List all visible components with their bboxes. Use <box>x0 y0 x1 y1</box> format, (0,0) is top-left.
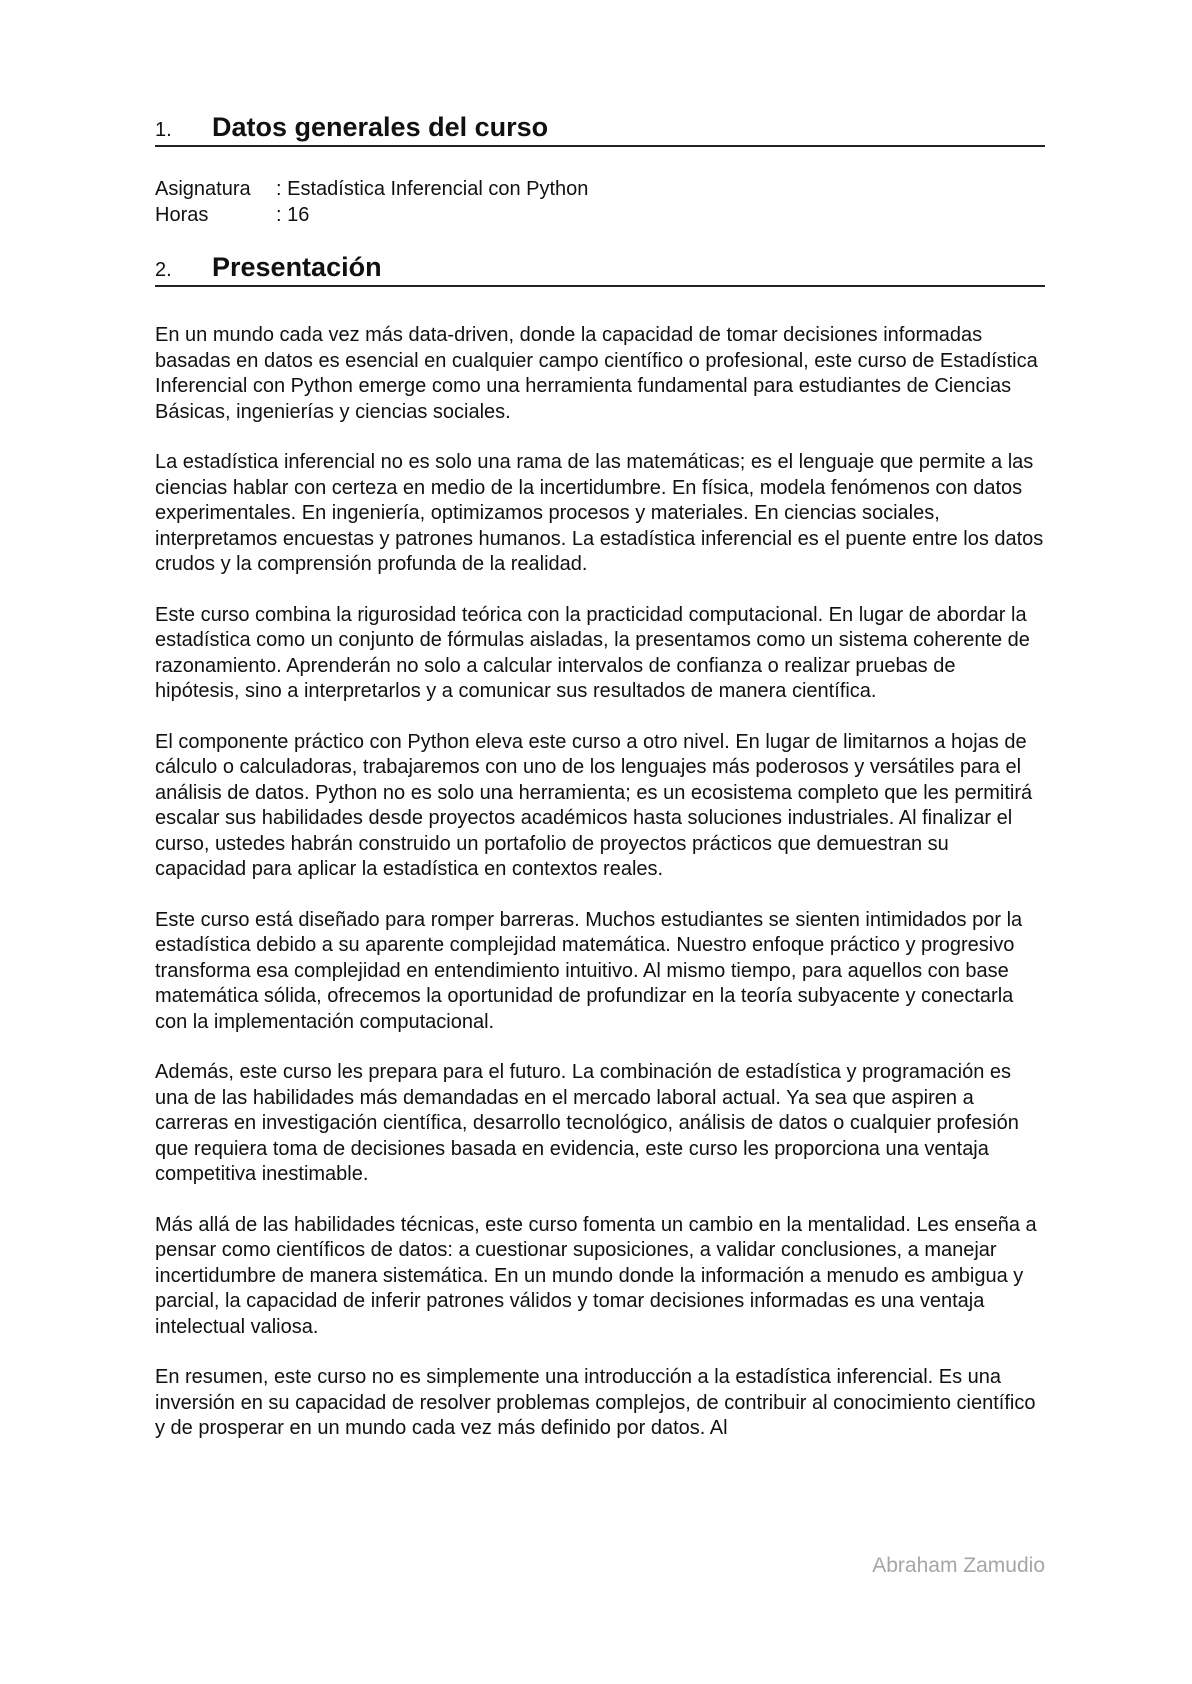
info-key: Horas <box>155 204 209 226</box>
section-title: Datos generales del curso <box>212 112 549 142</box>
info-key: Asignatura <box>155 178 251 200</box>
paragraph: El componente práctico con Python eleva este curso a otro nivel. En lugar de limitarnos a hojas de cálculo o calculadoras, trabajaremos con uno de los lenguajes más poderosos y versátiles para el análisis de datos. Python no es solo una herramienta; es un ecosistema completo que les permitirá escalar sus habilidades desde proyectos académicos hasta soluciones industriales. Al finalizar el curso, ustedes habrán construido un portafolio de proyectos prácticos que demuestran su capacidad para aplicar la estadística en contextos reales. <box>155 730 1033 880</box>
paragraph: Más allá de las habilidades técnicas, este curso fomenta un cambio en la mentalidad. Les enseña a pensar como científicos de datos: a cuestionar suposiciones, a validar conclusiones, a manejar incertidumbre de manera sistemática. En un mundo donde la información a menudo es ambigua y parcial, la capacidad de inferir patrones válidos y tomar decisiones informadas es una ventaja intelectual valiosa. <box>155 1213 1037 1338</box>
paragraph: Este curso combina la rigurosidad teórica con la practicidad computacional. En lugar de abordar la estadística como un conjunto de fórmulas aisladas, la presentamos como un sistema coherente de razonamiento. Aprenderán no solo a calcular intervalos de confianza o realizar pruebas de hipótesis, sino a interpretarlos y a comunicar sus resultados de manera científica. <box>155 603 1030 702</box>
paragraph: La estadística inferencial no es solo una rama de las matemáticas; es el lenguaje que permite a las ciencias hablar con certeza en medio de la incertidumbre. En física, modela fenómenos con datos experimentales. En ingeniería, optimizamos procesos y materiales. En ciencias sociales, interpretamos encuestas y patrones humanos. La estadística inferencial es el puente entre los datos crudos y la comprensión profunda de la realidad. <box>155 451 1044 575</box>
section-heading-datos-generales <box>155 112 1045 147</box>
info-row-horas <box>155 202 588 228</box>
info-row-asignatura <box>155 176 588 202</box>
course-info <box>155 176 588 228</box>
info-value: : 16 <box>276 204 310 226</box>
section-heading-presentacion <box>155 252 1045 287</box>
info-value: : Estadística Inferencial con Python <box>276 178 589 200</box>
paragraph: En un mundo cada vez más data-driven, donde la capacidad de tomar decisiones informadas basadas en datos es esencial en cualquier campo científico o profesional, este curso de Estadística Inferencial con Python emerge como una herramienta fundamental para estudiantes de Ciencias Básicas, ingenierías y ciencias sociales. <box>155 324 1038 423</box>
section-title: Presentación <box>212 252 382 282</box>
footer-author: Abraham Zamudio <box>872 1554 1045 1577</box>
paragraph: Este curso está diseñado para romper barreras. Muchos estudiantes se sienten intimidados por la estadística debido a su aparente complejidad matemática. Nuestro enfoque práctico y progresivo transforma esa complejidad en entendimiento intuitivo. Al mismo tiempo, para aquellos con base matemática sólida, ofrecemos la oportunidad de profundizar en la teoría subyacente y conectarla con la implementación computacional. <box>155 908 1023 1033</box>
section-number: 2. <box>155 259 172 281</box>
section-number: 1. <box>155 119 172 141</box>
paragraph: En resumen, este curso no es simplemente una introducción a la estadística inferencial. Es una inversión en su capacidad de resolver problemas complejos, de contribuir al conocimiento científico y de prosperar en un mundo cada vez más definido por datos. Al <box>155 1366 1036 1439</box>
paragraph: Además, este curso les prepara para el futuro. La combinación de estadística y programación es una de las habilidades más demandadas en el mercado laboral actual. Ya sea que aspiren a carreras en investigación científica, desarrollo tecnológico, análisis de datos o cualquier profesión que requiera toma de decisiones basada en evidencia, este curso les proporciona una ventaja competitiva inestimable. <box>155 1061 1019 1185</box>
presentation-body <box>155 323 1045 1467</box>
